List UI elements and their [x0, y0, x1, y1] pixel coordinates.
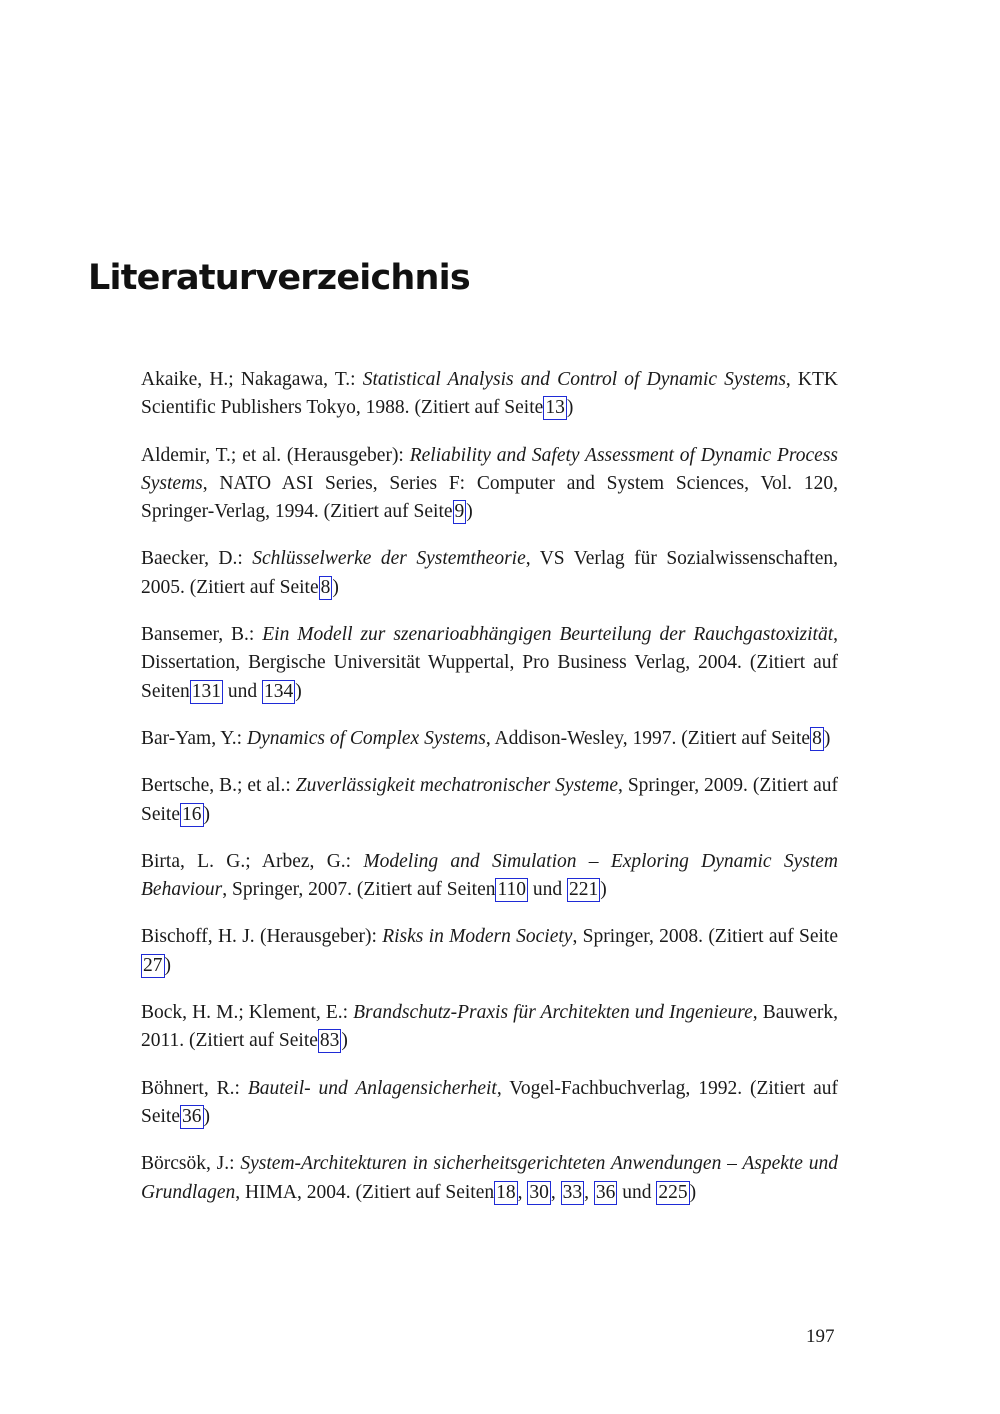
bib-details: , Dissertation, Bergische Universität Wuppertal, Pro Business Verlag, 2004.: [141, 624, 838, 674]
bib-cited-prefix: (Zitiert auf Seite: [323, 501, 453, 523]
page-ref-link[interactable]: 221: [569, 879, 599, 901]
bib-details: , Vogel-Fachbuchverlag, 1992.: [496, 1077, 743, 1099]
bib-entry-5: Bar-Yam, Y.: Dynamics of Complex Systems, Addison-Wesley, 1997. (Zitiert auf Seite 8 ): [141, 727, 831, 749]
page-ref-link[interactable]: 13: [545, 397, 565, 419]
bib-cited-prefix: (Zitiert auf Seite: [681, 727, 811, 749]
bib-entry-2: Aldemir, T.; et al. (Herausgeber): Reliability and Safety Assessment of Dynamic Process Systems, NATO ASI Series, Series F: Computer and System Sciences, Vol. 120, Springer-Verlag, 1994. (Zitiert auf Seite 9 ): [141, 444, 839, 523]
bib-title: Zuverlässigkeit mechatronischer Systeme: [295, 775, 618, 797]
bib-details: , KTK Scientific Publishers Tokyo, 1988.: [141, 369, 839, 419]
bib-details: , Addison-Wesley, 1997.: [485, 727, 677, 749]
bib-title: Modeling and Simulation – Exploring Dynamic System Behaviour: [141, 850, 839, 901]
bib-cited-prefix: (Zitiert auf Seite: [189, 1030, 318, 1052]
bib-authors: Börcsök, J.:: [141, 1153, 235, 1175]
bib-entry-8: Bischoff, H. J. (Herausgeber): Risks in Modern Society, Springer, 2008. (Zitiert auf Seite27 ): [141, 926, 839, 976]
page-ref-link[interactable]: 131: [191, 680, 221, 702]
bib-entry-9: Bock, H. M.; Klement, E.: Brandschutz-Praxis für Architekten und Ingenieure, Bauwerk, 2011. (Zitiert auf Seite 83 ): [141, 1002, 838, 1052]
bib-authors: Bock, H. M.; Klement, E.:: [141, 1002, 349, 1024]
bib-cited-prefix: (Zitiert auf Seite: [708, 926, 839, 948]
bib-authors: Bar-Yam, Y.:: [141, 727, 243, 749]
bib-title: Reliability and Safety Assessment of Dynamic Process Systems: [141, 444, 839, 494]
bib-entry-11: Börcsök, J.: System-Architekturen in sicherheitsgerichteten Anwendungen – Aspekte und Grundlagen, HIMA, 2004. (Zitiert auf Seiten 18 , 30 , 33 , 36 und 225 ): [141, 1153, 839, 1203]
bib-authors: Bischoff, H. J. (Herausgeber):: [141, 926, 377, 948]
page-ref-link[interactable]: 8: [812, 727, 822, 749]
bib-authors: Bansemer, B.:: [141, 624, 255, 646]
bib-cited-prefix: (Zitiert auf Seiten: [141, 652, 839, 702]
bib-title: Dynamics of Complex Systems: [246, 727, 486, 749]
bib-cited-prefix: (Zitiert auf Seite: [189, 576, 319, 598]
page-ref-link[interactable]: 9: [454, 501, 465, 523]
bib-cited-prefix: (Zitiert auf Seiten: [355, 1181, 495, 1203]
bib-title: Ein Modell zur szenarioabhängigen Beurteilung der Rauchgastoxizität: [262, 624, 834, 646]
page-ref-link[interactable]: 33: [562, 1181, 583, 1203]
bib-entry-10: Böhnert, R.: Bauteil- und Anlagensicherheit, Vogel-Fachbuchverlag, 1992. (Zitiert auf Seite 36 ): [141, 1077, 839, 1127]
bib-entry-3: Baecker, D.: Schlüsselwerke der Systemtheorie, VS Verlag für Sozialwissenschaften, 2005. (Zitiert auf Seite 8 ): [141, 548, 838, 598]
bib-details: , Springer, 2009.: [617, 775, 748, 797]
bib-cited-prefix: (Zitiert auf Seite: [141, 775, 839, 825]
bib-details: , Bauwerk, 2011.: [141, 1002, 838, 1052]
page-ref-link[interactable]: 134: [264, 680, 294, 702]
page-ref-link[interactable]: 36: [595, 1181, 616, 1203]
bib-title: Schlüsselwerke der Systemtheorie: [252, 548, 526, 570]
bibliography-list: [0, 366, 1000, 1226]
bib-entry-7: Birta, L. G.; Arbez, G.: Modeling and Simulation – Exploring Dynamic System Behaviour, Springer, 2007. (Zitiert auf Seiten 110 und 221 ): [141, 850, 839, 901]
bib-cited-prefix: (Zitiert auf Seite: [141, 1077, 839, 1127]
page-ref-link[interactable]: 27: [143, 954, 163, 976]
bib-authors: Baecker, D.:: [141, 548, 243, 570]
bib-title: Risks in Modern Society: [382, 926, 573, 948]
page-ref-link[interactable]: 36: [182, 1105, 202, 1127]
chapter-title: Literaturverzeichnis: [88, 258, 470, 298]
bib-authors: Akaike, H.; Nakagawa, T.:: [141, 369, 356, 390]
page-ref-link[interactable]: 83: [319, 1030, 340, 1052]
bib-cited-prefix: (Zitiert auf Seite: [414, 397, 544, 419]
bib-details: , HIMA, 2004.: [235, 1181, 351, 1203]
bib-details: , VS Verlag für Sozialwissenschaften, 2005.: [141, 548, 838, 598]
bib-authors: Böhnert, R.:: [141, 1077, 240, 1099]
bib-entry-1: Akaike, H.; Nakagawa, T.: Statistical Analysis and Control of Dynamic Systems, KTK Scientific Publishers Tokyo, 1988. (Zitiert auf Seite 13 ): [141, 369, 839, 419]
bib-details: , NATO ASI Series, Series F: Computer and System Sciences, Vol. 120, Springer-Verlag, 1994.: [141, 472, 838, 523]
page-ref-link[interactable]: 30: [529, 1181, 549, 1203]
bib-entry-6: Bertsche, B.; et al.: Zuverlässigkeit mechatronischer Systeme, Springer, 2009. (Zitiert auf Seite 16 ): [141, 775, 839, 825]
page-number: 197: [806, 1326, 835, 1347]
page-ref-link[interactable]: 8: [320, 576, 331, 598]
page-ref-link[interactable]: 225: [658, 1181, 688, 1203]
bib-details: , Springer, 2008.: [572, 926, 704, 948]
page-ref-link[interactable]: 16: [182, 803, 202, 825]
bib-authors: Aldemir, T.; et al. (Herausgeber):: [141, 444, 404, 466]
bib-cited-prefix: (Zitiert auf Seiten: [356, 879, 496, 901]
bib-title: Statistical Analysis and Control of Dynamic Systems: [362, 369, 786, 390]
bib-title: System-Architekturen in sicherheitsgerichteten Anwendungen – Aspekte und Grundlagen: [141, 1153, 839, 1203]
bib-entry-4: Bansemer, B.: Ein Modell zur szenarioabhängigen Beurteilung der Rauchgastoxizität, Dissertation, Bergische Universität Wuppertal, Pro Business Verlag, 2004. (Zitiert auf Seiten 131 und 134 ): [141, 624, 839, 702]
bib-title: Bauteil- und Anlagensicherheit: [247, 1077, 497, 1099]
bib-authors: Bertsche, B.; et al.:: [141, 775, 291, 797]
bib-title: Brandschutz-Praxis für Architekten und Ingenieure: [353, 1002, 753, 1024]
page-ref-link[interactable]: 110: [497, 879, 527, 901]
bib-authors: Birta, L. G.; Arbez, G.:: [141, 850, 352, 872]
bib-details: , Springer, 2007.: [222, 879, 352, 901]
page-ref-link[interactable]: 18: [496, 1181, 516, 1203]
